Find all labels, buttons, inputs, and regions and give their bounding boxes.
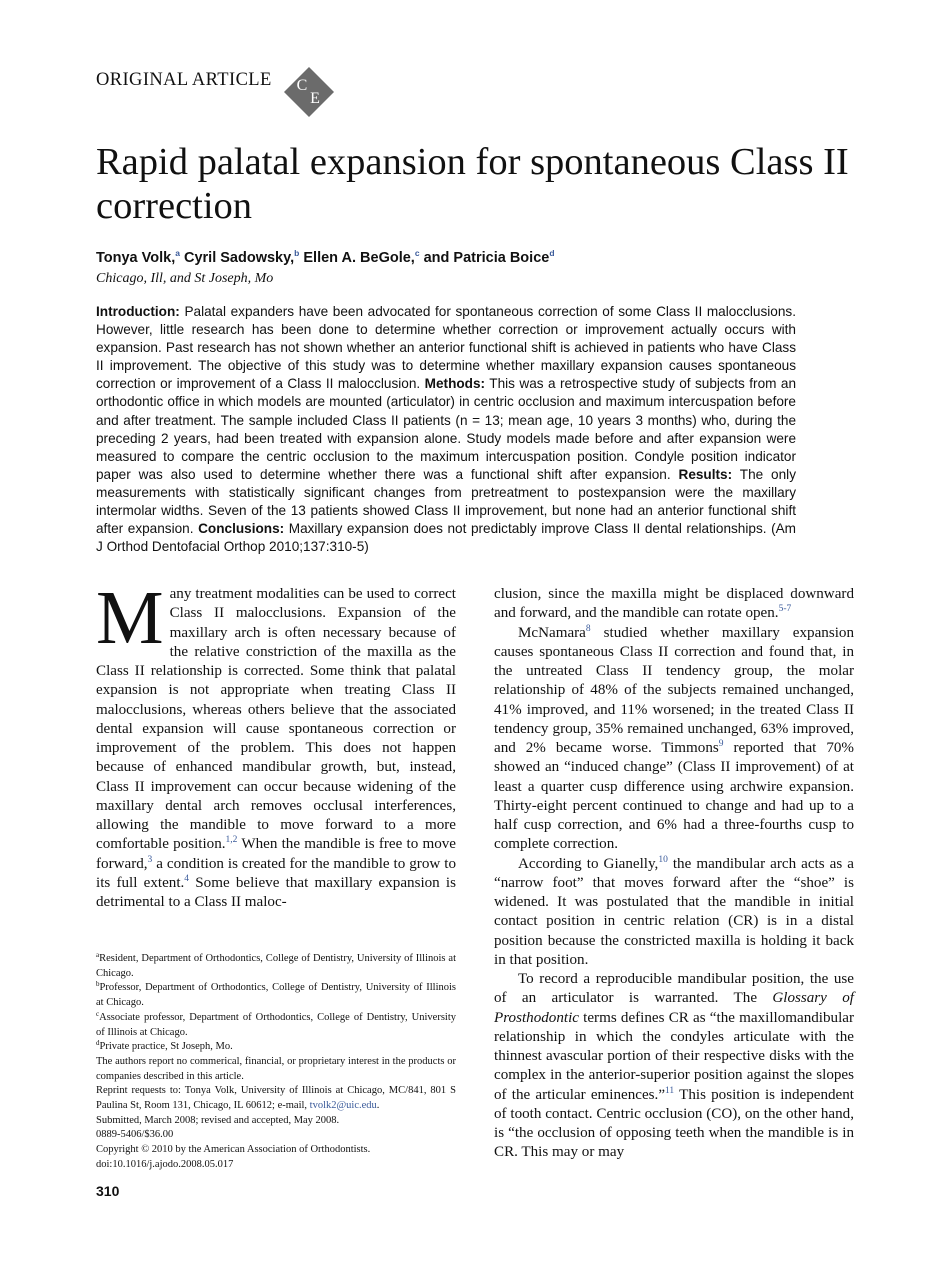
author-list <box>96 250 555 266</box>
footnote <box>96 952 456 981</box>
footnotes <box>96 952 456 1173</box>
author-name: and Patricia Boice <box>423 250 550 266</box>
article-title: Rapid palatal expansion for spontaneous Class II correction <box>96 141 849 227</box>
footnote-mark: a <box>96 951 100 959</box>
body-text-italic: Glossary of Prosthodontic <box>494 990 854 1026</box>
citation-link[interactable]: 1,2 <box>225 835 238 846</box>
abstract <box>96 303 796 556</box>
ce-badge-letter-c: C <box>296 77 308 94</box>
section-label: ORIGINAL ARTICLE <box>96 70 272 90</box>
footnote-text: Professor, Department of Orthodontics, College of Dentistry, University of Illinois at Chicago. <box>96 982 456 1009</box>
ce-badge-letter-e: E <box>310 90 320 107</box>
citation-link[interactable]: 10 <box>658 854 668 865</box>
footnote-text: Private practice, St Joseph, Mo. <box>99 1041 233 1053</box>
body-text: This position is independent of tooth contact. Centric occlusion (CO), on the other hand, is “the occlusion of opposing teeth when the mandible is in CR. This may or may <box>494 1086 854 1161</box>
abstract-intro-label: Introduction: <box>96 304 180 319</box>
body-text: any treatment modalities can be used to correct Class II malocclusions. Expansion of the maxillary arch is often necessary because of the relative constriction of the maxilla as the Class II relationship is corrected. Some think that palatal expansion is not appropriate when treating Class II malocclusions, whereas others believe that the associated dental expansion will cause spontaneous correction or improvement of the problem. This does not happen because of enhanced mandibular growth, but, instead, Class II improvement can occur because widening of the maxillary dental arch removes occlusal interferences, allowing the mandible to move forward to a more comfortable position. <box>96 586 456 853</box>
body-paragraph <box>494 624 854 855</box>
author-affiliation-mark: c <box>414 248 420 258</box>
body-paragraph <box>494 970 854 1163</box>
body-text: McNamara <box>518 624 586 641</box>
footnote-mark: c <box>96 1009 100 1018</box>
reprint-note <box>96 1084 456 1113</box>
body-text: the mandibular arch acts as a “narrow foot” that moves forward after the “shoe” is widened. It was postulated that the mandible in initial contact position in centric relation (CR) is in a distal position because the constricted maxilla is holding it back in that position. <box>494 855 854 968</box>
footnote <box>96 1011 456 1040</box>
author-name: Ellen A. BeGole, <box>303 250 415 266</box>
footnote-text: Associate professor, Department of Orthodontics, College of Dentistry, University of Illinois at Chicago. <box>96 1011 456 1038</box>
body-text: Some believe that maxillary expansion is detrimental to a Class II maloc- <box>96 874 457 910</box>
abstract-conclusions-label: Conclusions: <box>198 521 285 537</box>
footnote-mark: b <box>96 980 100 989</box>
body-text: terms defines CR as “the maxillomandibular relationship in which the condyles articulate with the thinnest avascular portion of their respective disks with the complex in the anterior-superior position against the slopes of the articular eminences.” <box>494 1009 854 1103</box>
body-text: a condition is created for the mandible to grow to its full extent. <box>96 855 456 891</box>
body-text: According to Gianelly, <box>518 855 659 872</box>
ce-badge-icon <box>283 66 335 118</box>
abstract-methods-label: Methods: <box>424 376 486 392</box>
body-paragraph <box>96 576 457 912</box>
author-affiliation-mark: b <box>294 248 300 258</box>
citation-link[interactable]: 9 <box>718 739 724 749</box>
body-text: To record a reproducible mandibular position, the use of an articulator is warranted. The <box>494 971 854 1007</box>
abstract-results-text: The only measurements with statistically significant changes from pretreatment to postexpansion were the maxillary intermolar widths. Seven of the 13 patients showed Class II improvement, but none had an anterior functional shift after expansion. <box>96 466 796 537</box>
email-link[interactable]: tvolk2@uic.edu <box>309 1100 377 1112</box>
abstract-methods-text: This was a retrospective study of subjects from an orthodontic office in which models are mounted (articulator) in centric occlusion and maximum intercuspation before and after treatment. The sample included Class II patients (n = 13; mean age, 10 years 3 months) who, during the preceding 2 years, had been treated with expansion alone. Study models made before and after expansion were measured to compare the centric occlusion to the maximum intercuspation position. Condyle position indicator paper was also used to determine whether there was a functional shift after expansion. <box>96 376 797 482</box>
abstract-results-label: Results: <box>678 466 733 482</box>
citation-link[interactable]: 11 <box>665 1085 675 1096</box>
body-text: studied whether maxillary expansion causes spontaneous Class II correction and found that, in the untreated Class II tendency group, the molar relationship of 48% of the subjects remained unchanged, 41% improved, and 11% worsened; in the treated Class II tendency group, 35% remained unchanged, 63% improved, and 2% became worse. Timmons <box>494 624 854 756</box>
citation-link[interactable]: 8 <box>585 623 591 634</box>
citation-link[interactable]: 3 <box>147 854 153 865</box>
author-name: Cyril Sadowsky, <box>184 250 295 266</box>
body-text: clusion, since the maxilla might be displaced downward and forward, and the mandible can rotate open. <box>494 586 854 622</box>
citation-link[interactable]: 5-7 <box>778 604 792 615</box>
footnote-text: Reprint requests to: Tonya Volk, University of Illinois at Chicago, MC/841, 801 S Paulina St, Room 131, Chicago, IL 60612; e-mail, <box>96 1085 456 1112</box>
page-number: 310 <box>96 1183 120 1199</box>
body-column-right <box>494 585 854 1163</box>
footnote-mark: d <box>96 1039 100 1048</box>
body-paragraph <box>494 855 854 971</box>
disclosure-note: The authors report no commerical, financial, or proprietary interest in the products or companies described in this article. <box>96 1055 456 1082</box>
footnote-text: . <box>376 1100 380 1112</box>
citation-link[interactable]: 4 <box>184 873 190 884</box>
drop-cap: M <box>96 576 164 660</box>
copyright-notice: Copyright © 2010 by the American Association of Orthodontists. <box>96 1144 371 1156</box>
author-affiliation-mark: d <box>549 248 555 258</box>
price-code: 0889-5406/$36.00 <box>96 1129 174 1141</box>
author-affiliation-mark: a <box>175 248 180 258</box>
doi: doi:10.1016/j.ajodo.2008.05.017 <box>96 1158 234 1170</box>
body-text: When the mandible is free to move forward, <box>96 836 456 872</box>
body-column-left <box>96 576 457 912</box>
abstract-intro-text: Palatal expanders have been advocated for spontaneous correction of some Class II malocclusions. However, little research has been done to determine whether correction or improvement actually occurs with expansion. Past research has not shown whether an anterior functional shift is achieved in patients who have Class II improvement. The objective of this study was to determine whether maxillary expansion causes spontaneous correction or improvement of a Class II malocclusion. <box>96 304 796 392</box>
author-location: Chicago, Ill, and St Joseph, Mo <box>96 271 274 286</box>
body-text: reported that 70% showed an “induced change” (Class II improvement) of at least a quarter cusp difference using archwire expansion. Thirty-eight percent continued to change and had up to a half cusp correction, and 6% had a three-fourths cusp to complete correction. <box>494 740 854 853</box>
body-paragraph <box>494 585 854 624</box>
footnote-text: Resident, Department of Orthodontics, College of Dentistry, University of Illinois at Chicago. <box>96 953 456 979</box>
abstract-conclusions-text: Maxillary expansion does not predictably improve Class II dental relationships. (Am J Orthod Dentofacial Orthop 2010;137:310-5) <box>96 521 796 555</box>
author-name: Tonya Volk, <box>96 250 176 266</box>
footnote <box>96 1040 456 1055</box>
footnote <box>96 981 456 1010</box>
submission-dates: Submitted, March 2008; revised and accepted, May 2008. <box>96 1114 340 1126</box>
